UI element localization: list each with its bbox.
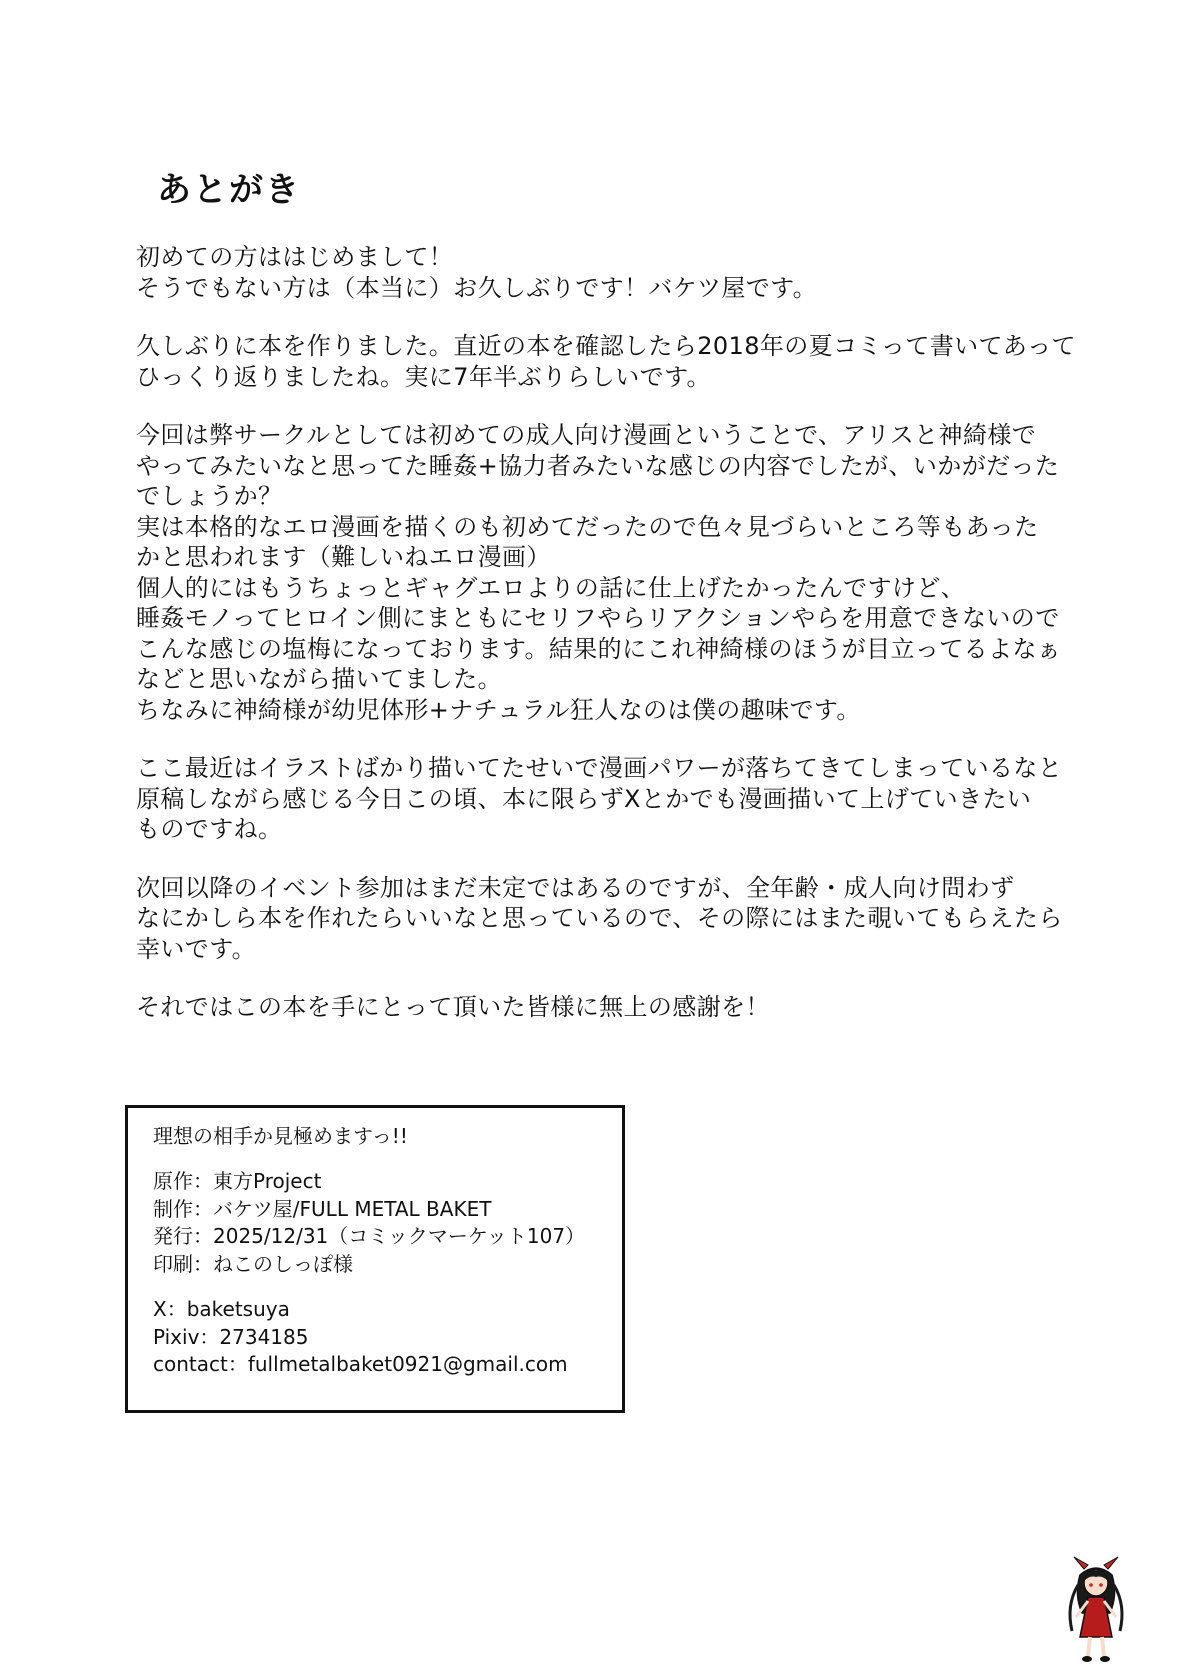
afterword-line: 個人的にはもうちょっとギャグエロよりの話に仕上げたかったんですけど、 bbox=[136, 573, 966, 602]
afterword-line: 初めての方ははじめまして！ bbox=[136, 243, 454, 271]
afterword-line: ちなみに神綺様が幼児体形+ナチュラル狂人なのは僕の趣味です。 bbox=[136, 695, 861, 724]
afterword-line: やってみたいなと思ってた睡姦+協力者みたいな感じの内容でしたが、いかがだった bbox=[136, 451, 1060, 480]
afterword-paragraph bbox=[136, 873, 1136, 965]
afterword-line: こんな感じの塩梅になっております。結果的にこれ神綺様のほうが目立ってるよなぁ bbox=[136, 634, 1062, 663]
credit-line: 発行：2025/12/31（コミックマーケット107） bbox=[153, 1224, 586, 1248]
page-title: あとがき bbox=[157, 170, 301, 210]
contact-line: X：baketsuya bbox=[153, 1297, 290, 1321]
credit-line: 印刷：ねこのしっぽ様 bbox=[153, 1251, 353, 1276]
afterword-paragraph bbox=[136, 753, 1136, 845]
afterword-line: なにかしら本を作れたらいいなと思っているので、その際にはまた覗いてもらえたら bbox=[136, 904, 1063, 932]
afterword-line: それではこの本を手にとって頂いた皆様に無上の感謝を！ bbox=[136, 993, 770, 1021]
afterword-line: 次回以降のイベント参加はまだ未定ではあるのですが、全年齢・成人向け問わず bbox=[136, 873, 1015, 902]
contact-line: Pixiv：2734185 bbox=[153, 1324, 309, 1349]
afterword-line: 今回は弊サークルとしては初めての成人向け漫画ということで、アリスと神綺様で bbox=[136, 421, 1037, 449]
afterword-paragraph bbox=[136, 420, 1136, 725]
afterword-line: ものですね。 bbox=[136, 815, 283, 843]
afterword-body bbox=[136, 242, 1136, 1051]
credits-list bbox=[153, 1168, 622, 1278]
afterword-line: などと思いながら描いてました。 bbox=[136, 665, 502, 693]
afterword-paragraph bbox=[136, 992, 1136, 1023]
book-title: 理想の相手か見極めますっ!! bbox=[153, 1124, 408, 1148]
contact-line: contact：fullmetalbaket0921@gmail.com bbox=[153, 1352, 568, 1376]
afterword-line: ここ最近はイラストばかり描いてたせいで漫画パワーが落ちてきてしまっているなと bbox=[136, 754, 1063, 782]
afterword-line: 睡姦モノってヒロイン側にまともにセリフやらリアクションやらを用意できないので bbox=[136, 604, 1060, 632]
afterword-line: 幸いです。 bbox=[136, 934, 257, 963]
afterword-line: かと思われます（難しいねエロ漫画） bbox=[136, 543, 551, 571]
credit-line: 制作：バケツ屋/FULL METAL BAKET bbox=[153, 1196, 492, 1221]
afterword-paragraph bbox=[136, 242, 1136, 303]
credit-line: 原作：東方Project bbox=[153, 1169, 322, 1193]
colophon-box bbox=[125, 1105, 625, 1413]
afterword-line: ひっくり返りましたね。実に7年半ぶりらしいです。 bbox=[136, 362, 711, 391]
afterword-line: そうでもない方は（本当に）お久しぶりです！バケツ屋です。 bbox=[136, 273, 818, 302]
afterword-line: でしょうか？ bbox=[136, 482, 283, 510]
afterword-line: 原稿しながら感じる今日この頃、本に限らずXとかでも漫画描いて上げていきたい bbox=[136, 784, 1032, 813]
afterword-paragraph bbox=[136, 331, 1136, 392]
chibi-character-illustration bbox=[1058, 1555, 1134, 1665]
contact-list bbox=[153, 1296, 622, 1379]
afterword-line: 実は本格的なエロ漫画を描くのも初めてだったので色々見づらいところ等もあった bbox=[136, 512, 1039, 541]
afterword-line: 久しぶりに本を作りました。直近の本を確認したら2018年の夏コミって書いてあって bbox=[136, 332, 1076, 360]
